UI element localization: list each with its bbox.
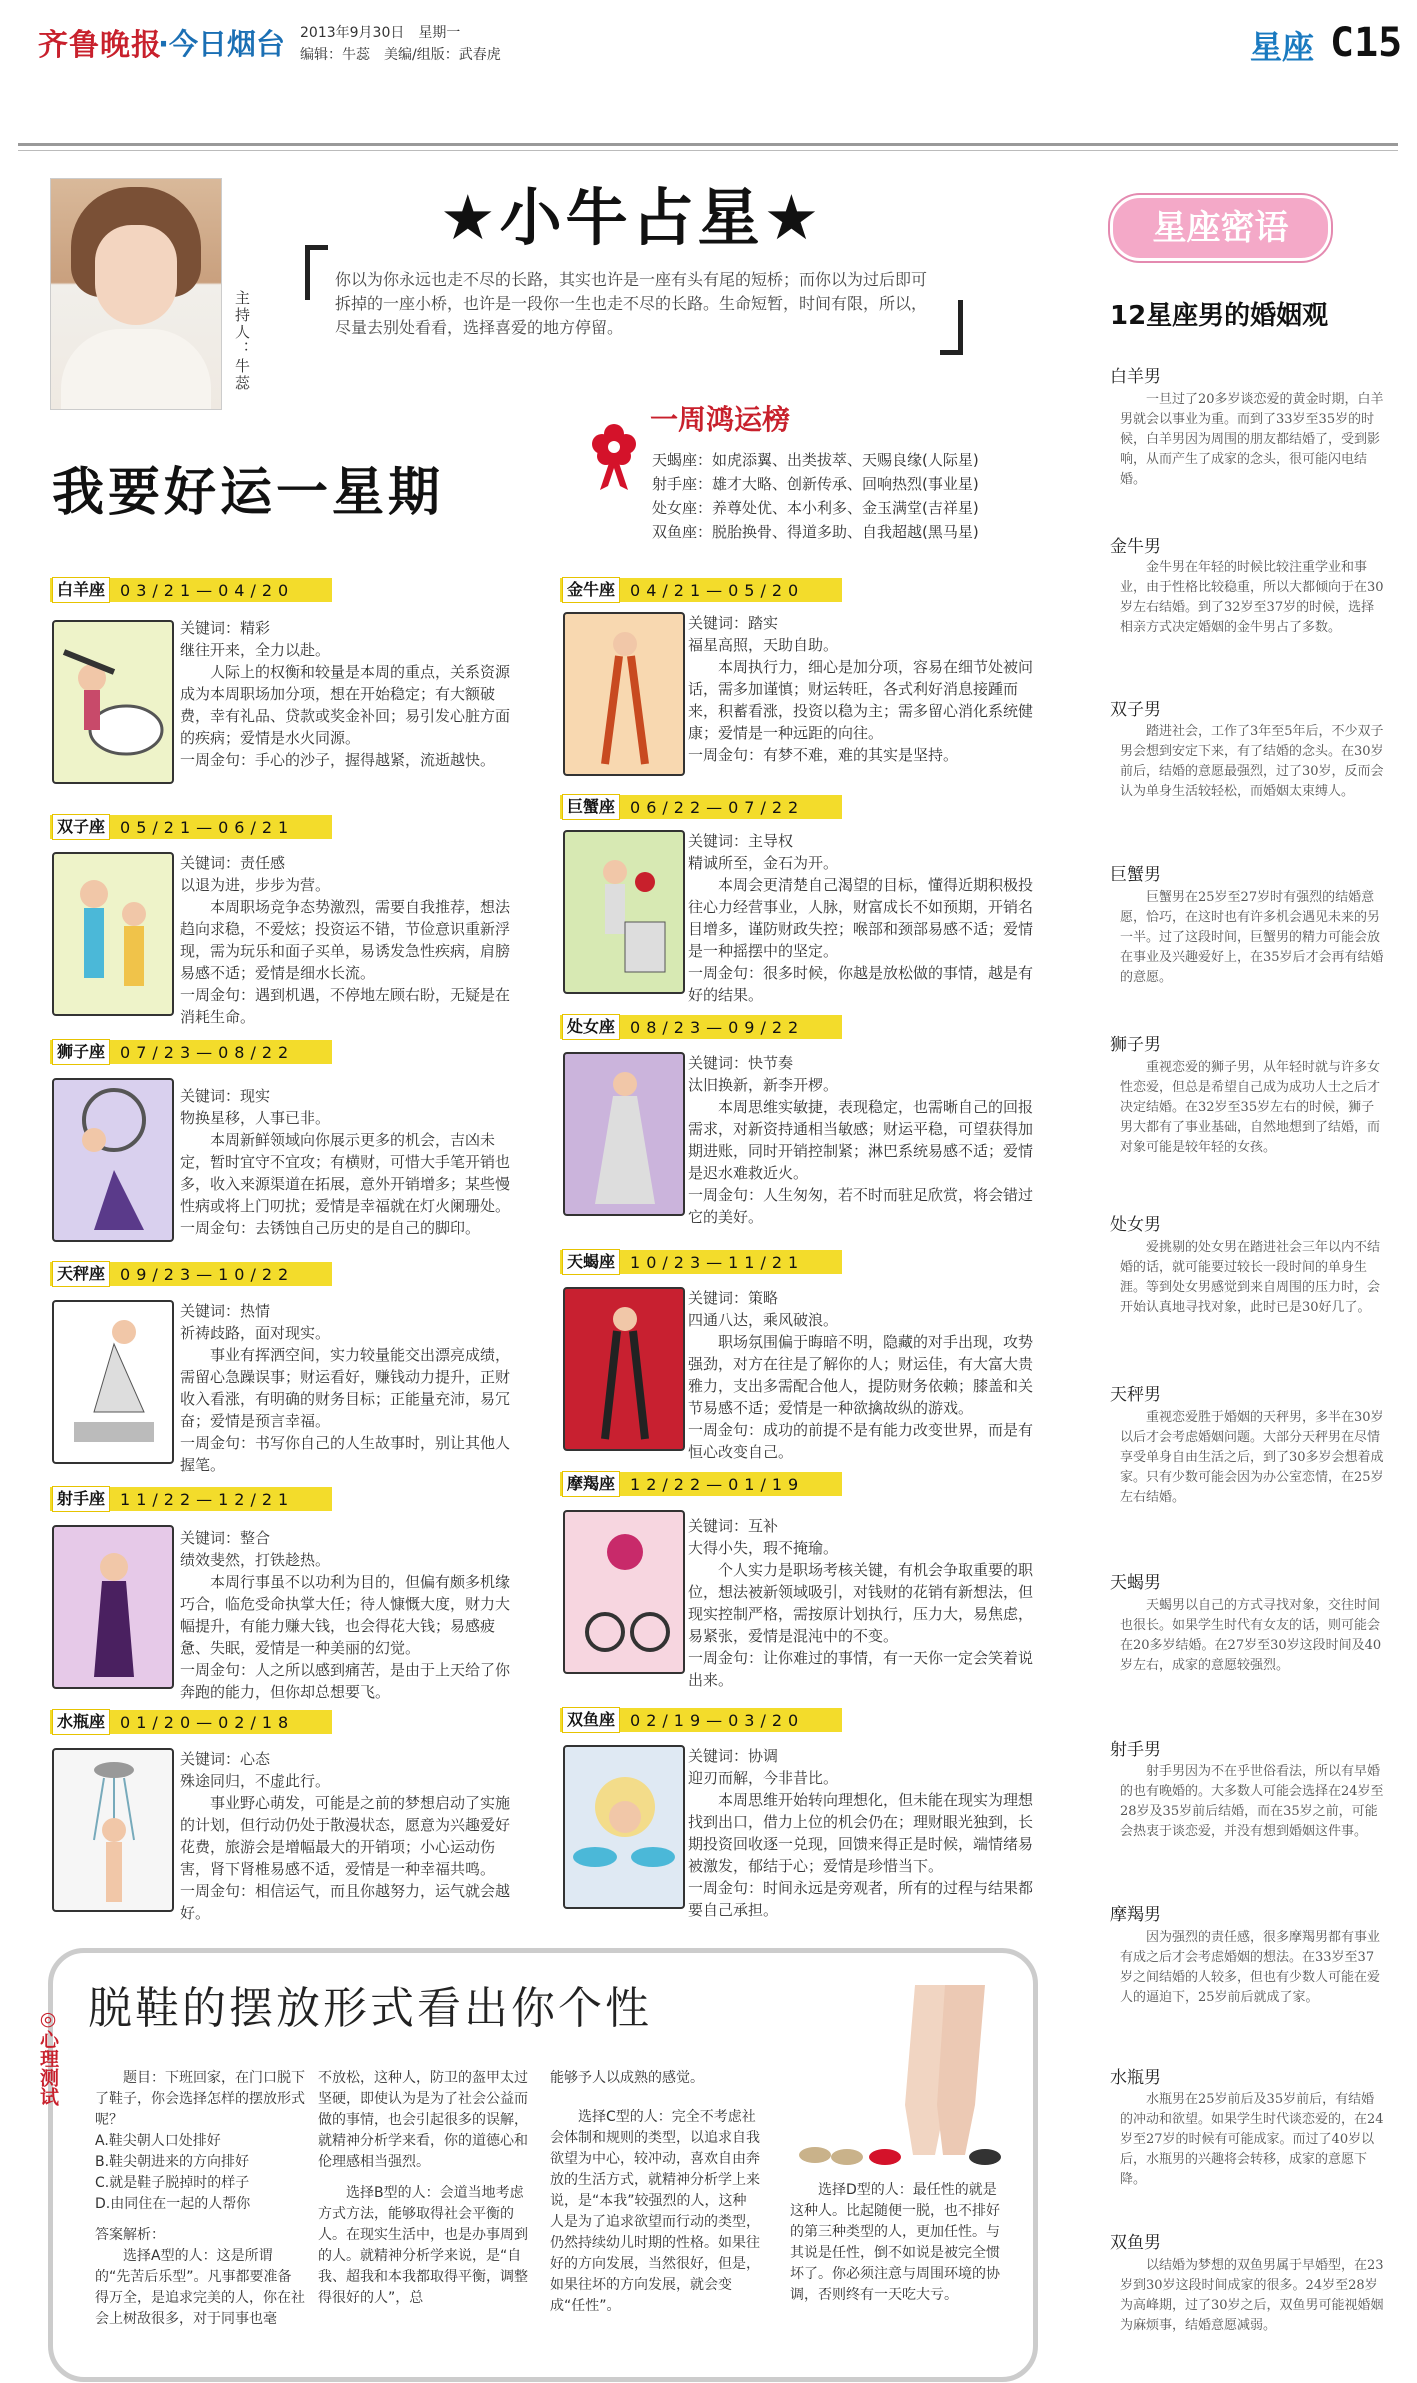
sign-date: 02/19—03/20 (630, 1710, 805, 1730)
sign-quote: 一周金句：相信运气，而且你越努力，运气就会越好。 (180, 1882, 511, 1922)
sign-body: 事业野心萌发，可能是之前的梦想启动了实施的计划，但行动仍处于散漫状态，愿意为兴趣爱好花费，旅游会是增幅最大的开销项；小心运动伤害，肾下肾椎易感不适，爱情是一种幸福共鸣。 (180, 1794, 511, 1878)
sign-keyword: 关键词：互补 (688, 1517, 779, 1535)
psych-answer-d: 选择D型的人：最任性的就是这种人。比起随便一脱，也不排好的第三种类型的人，更加任性。与其说是任性，倒不如说是被完全惯坏了。你必须注意与周围环境的协调，否则终有一天吃大亏。 (790, 2182, 1000, 2303)
sign-lead: 继往开来，全力以赴。 (180, 641, 331, 659)
psych-answer-a-cont: 不放松，这种人，防卫的盔甲太过坚硬，即使认为是为了社会公益而做的事情，也会引起很多的误解，就精神分析学来看，你的道德心和伦理感相当强烈。 (318, 2070, 528, 2170)
header-rule-thin (18, 150, 1398, 151)
zodiac-male-name: 天蝎男 (1110, 1573, 1161, 1593)
taurus-text (688, 612, 1033, 766)
psych-answer-b-cont: 能够予人以成熟的感觉。 (550, 2070, 704, 2086)
luck-item: 双鱼座：脱胎换骨、得道多助、自我超越(黑马星) (652, 523, 979, 541)
zodiac-male-name: 处女男 (1110, 1215, 1161, 1235)
sign-body: 人际上的权衡和较量是本周的重点，关系资源成为本周职场加分项，想在开始稳定；有大额破费，幸有礼品、贷款或奖金补回；易引发心脏方面的疾病；爱情是水火同源。 (180, 663, 511, 747)
sign-lead: 精诚所至，金石为开。 (688, 854, 839, 872)
sign-bar-scorpio (560, 1250, 842, 1274)
sign-lead: 以退为进，步步为营。 (180, 876, 331, 894)
sign-name: 金牛座 (562, 577, 620, 603)
zodiac-male-text: 水瓶男在25岁前后及35岁前后，有结婚的冲动和欲望。如果学生时代谈恋爱的，在24岁至27岁的时候有可能成家。而过了40岁以后，水瓶男的兴趣将会转移，成家的意愿下降。 (1120, 2092, 1384, 2187)
sign-body: 个人实力是职场考核关键，有机会争取重要的职位，想法被新领域吸引，对钱财的花销有新想法，但现实控制严格，需按原计划执行，压力大，易焦虑，易紧张，爱情是混沌中的不变。 (688, 1561, 1034, 1645)
photo-face (95, 225, 177, 325)
sign-keyword: 关键词：主导权 (688, 832, 794, 850)
sign-date: 06/22—07/22 (630, 797, 805, 817)
psych-answer-b: 选择B型的人：会道当地考虑方式方法，能够取得社会平衡的人。在现实生活中，也是办事周到的人。就精神分析学来说，是“自我、超我和本我都取得平衡，调整得很好的人”，总 (318, 2185, 528, 2306)
sign-body: 职场氛围偏于晦暗不明，隐藏的对手出现，攻势强劲，对方在往是了解你的人；财运佳，有大富大贵雅力，支出多需配合他人，提防财务依赖；膝盖和关节易感不适；爱情是一种欲擒故纵的游戏。 (688, 1333, 1034, 1417)
photo-body (61, 329, 211, 410)
sign-date: 05/21—06/21 (120, 817, 295, 837)
sign-body: 本周思维开始转向理想化，但未能在现实为理想找到出口，借力上位的机会仍在；理财眼光独到，长期投资回收逐一兑现，回馈来得正是时候，端情绪易被激发，郁结于心；爱情是珍惜当下。 (688, 1791, 1034, 1875)
scorpio-illustration (563, 1287, 685, 1451)
zodiac-male-name: 水瓶男 (1110, 2068, 1161, 2088)
sign-date: 01/20—02/18 (120, 1712, 295, 1732)
sign-bar-aquarius (50, 1710, 332, 1734)
sign-quote: 一周金句：有梦不难，难的其实是坚持。 (688, 746, 959, 764)
sign-date: 07/23—08/22 (120, 1042, 295, 1062)
quote-bracket-left (305, 245, 328, 300)
luck-ranking-list (652, 448, 979, 544)
newspaper-logo: 齐鲁晚报 (38, 28, 162, 63)
sign-body: 本周新鲜领域向你展示更多的机会，吉凶未定，暂时宜守不宜攻；有横财，可惜大手笔开销也多，收入来源渠道在拓展，意外开销增多；某些慢性病或将上门叨扰；爱情是幸福就在灯火阑珊处。 (180, 1131, 511, 1215)
edition-name: ·今日烟台 (158, 27, 286, 61)
sign-date: 03/21—04/20 (120, 580, 295, 600)
zodiac-male-name: 摩羯男 (1110, 1905, 1161, 1925)
leo-illustration (52, 1078, 174, 1242)
zodiac-male-text: 以结婚为梦想的双鱼男属于早婚型，在23岁到30岁这段时间成家的很多。24岁至28岁为高峰期，过了30岁之后，双鱼男可能视婚姻为麻烦事，结婚意愿减弱。 (1120, 2258, 1384, 2333)
sign-name: 巨蟹座 (562, 794, 620, 820)
luck-item: 天蝎座：如虎添翼、出类拔萃、天赐良缘(人际星) (652, 451, 979, 469)
sign-bar-gemini (50, 815, 332, 839)
aries-text (180, 617, 520, 771)
zodiac-male-text: 巨蟹男在25岁至27岁时有强烈的结婚意愿，恰巧，在这时也有许多机会遇见未来的另一半。过了这段时间，巨蟹男的精力可能会放在事业及兴趣爱好上，在35岁后才会再有结婚的意愿。 (1120, 890, 1384, 985)
psych-option: B.鞋尖朝进来的方向排好 (95, 2154, 250, 2170)
sign-quote: 一周金句：时间永远是旁观者，所有的过程与结果都要自己承担。 (688, 1879, 1034, 1919)
zodiac-male-text: 爱挑剔的处女男在踏进社会三年以内不结婚的话，就可能要过较长一段时间的单身生涯。等到处女男感觉到来自周围的压力时，会开始认真地寻找对象，此时已是30好几了。 (1120, 1240, 1381, 1315)
psych-col-2 (318, 2068, 528, 2309)
sign-quote: 一周金句：遇到机遇，不停地左顾右盼，无疑是在消耗生命。 (180, 986, 511, 1026)
sidebar-badge: 星座密语 (1110, 195, 1331, 261)
aries-illustration (52, 620, 174, 784)
psych-option: A.鞋尖朝人口处排好 (95, 2133, 221, 2149)
psych-col-3 (550, 2068, 760, 2317)
sign-quote: 一周金句：人之所以感到痛苦，是由于上天给了你奔跑的能力，但你却总想要飞。 (180, 1661, 511, 1701)
zodiac-male-name: 天秤男 (1110, 1385, 1161, 1405)
libra-text (180, 1300, 520, 1476)
sign-bar-aries (50, 578, 332, 602)
sign-name: 摩羯座 (562, 1471, 620, 1497)
sign-lead: 物换星移，人事已非。 (180, 1109, 331, 1127)
sign-keyword: 关键词：现实 (180, 1087, 271, 1105)
sign-keyword: 关键词：精彩 (180, 619, 271, 637)
psych-test-tag: ◎心理测试 (37, 2008, 59, 2106)
sign-keyword: 关键词：热情 (180, 1302, 271, 1320)
feature-title: ★小牛占星★ (440, 181, 824, 254)
psych-option: D.由同住在一起的人帮你 (95, 2196, 251, 2212)
virgo-text (688, 1052, 1033, 1228)
host-photo (50, 178, 222, 410)
aquarius-illustration (52, 1748, 174, 1912)
host-credit: 主持人：牛蕊 (233, 290, 251, 392)
sign-quote: 一周金句：人生匆匆，若不时而驻足欣赏，将会错过它的美好。 (688, 1186, 1034, 1226)
gemini-text (180, 852, 520, 1028)
zodiac-male-name: 双鱼男 (1110, 2233, 1161, 2253)
sign-bar-virgo (560, 1015, 842, 1039)
sign-body: 本周会更清楚自己渴望的目标，懂得近期积极投往心力经营事业，人脉，财富成长不如预期，开销名目增多，谨防财政失控；喉部和颈部易感不适；爱情是一种摇摆中的坚定。 (688, 876, 1034, 960)
sign-date: 08/23—09/22 (630, 1017, 805, 1037)
sign-name: 处女座 (562, 1014, 620, 1040)
aquarius-text (180, 1748, 520, 1924)
sign-keyword: 关键词：快节奏 (688, 1054, 794, 1072)
virgo-illustration (563, 1052, 685, 1216)
sign-body: 本周行事虽不以功利为目的，但偏有颇多机缘巧合，临危受命执掌大任；待人慷慨大度，财力大幅提升，有能力赚大钱，也会得花大钱；易感疲惫、失眠，爱情是一种美丽的幻觉。 (180, 1573, 511, 1657)
psych-option: C.就是鞋子脱掉时的样子 (95, 2175, 250, 2191)
sign-body: 本周执行力，细心是加分项，容易在细节处被问话，需多加谨慎；财运转旺，各式利好消息接踵而来，积蓄看涨，投资以稳为主；需多留心消化系统健康；爱情是一种远距的向往。 (688, 658, 1034, 742)
sign-name: 射手座 (52, 1486, 110, 1512)
sign-bar-capricorn (560, 1472, 842, 1496)
scorpio-text (688, 1287, 1033, 1463)
pisces-text (688, 1745, 1033, 1921)
zodiac-male-text: 射手男因为不在乎世俗看法，所以有早婚的也有晚婚的。大多数人可能会选择在24岁至28岁及35岁前后结婚，而在35岁之前，可能会热衷于谈恋爱，并没有想到婚姻这件事。 (1120, 1764, 1384, 1839)
sign-keyword: 关键词：策略 (688, 1289, 779, 1307)
sagittarius-text (180, 1527, 520, 1703)
sidebar-headline: 12星座男的婚姻观 (1110, 301, 1329, 331)
zodiac-male-name: 射手男 (1110, 1740, 1161, 1760)
sign-bar-taurus (560, 578, 842, 602)
sign-lead: 殊途同归，不虚此行。 (180, 1772, 331, 1790)
sign-bar-leo (50, 1040, 332, 1064)
sign-lead: 绩效斐然，打铁趁热。 (180, 1551, 331, 1569)
sign-bar-pisces (560, 1708, 842, 1732)
sign-lead: 福星高照，天助自助。 (688, 636, 839, 654)
sign-name: 狮子座 (52, 1039, 110, 1065)
cancer-text (688, 830, 1033, 1006)
sign-bar-sagittarius (50, 1487, 332, 1511)
editors: 编辑：牛蕊 美编/组版：武春虎 (300, 47, 501, 63)
sign-keyword: 关键词：整合 (180, 1529, 271, 1547)
shoes-illustration (795, 1985, 1015, 2175)
zodiac-male-name: 巨蟹男 (1110, 865, 1161, 885)
sign-name: 白羊座 (52, 577, 110, 603)
issue-date: 2013年9月30日 星期一 (300, 25, 461, 41)
page-number: C15 (1330, 20, 1403, 66)
sign-body: 本周思维实敏捷，表现稳定，也需晰自己的回报需求，对新资持通相当敏感；财运平稳，可望获得加期进账，同时开销控制紧；淋巴系统易感不适；爱情是迟水难救近火。 (688, 1098, 1034, 1182)
psych-answer-head: 答案解析： (95, 2227, 165, 2243)
gemini-illustration (52, 852, 174, 1016)
sign-name: 双鱼座 (562, 1707, 620, 1733)
zodiac-male-text: 重视恋爱胜于婚姻的天秤男，多半在30岁以后才会考虑婚姻问题。大部分天秤男在尽情享受单身自由生活之后，到了30多岁会想着成家。只有少数可能会因为办公室恋情，在25岁左右结婚。 (1120, 1410, 1384, 1505)
sign-date: 12/22—01/19 (630, 1474, 805, 1494)
sign-keyword: 关键词：协调 (688, 1747, 779, 1765)
libra-illustration (52, 1300, 174, 1464)
sign-lead: 四通八达，乘风破浪。 (688, 1311, 839, 1329)
sign-quote: 一周金句：去锈蚀自己历史的是自己的脚印。 (180, 1219, 481, 1237)
sign-name: 天蝎座 (562, 1249, 620, 1275)
sign-lead: 祈祷歧路，面对现实。 (180, 1324, 331, 1342)
sign-keyword: 关键词：踏实 (688, 614, 779, 632)
sign-lead: 迎刃而解，今非昔比。 (688, 1769, 839, 1787)
psych-col-4 (790, 2180, 1010, 2306)
sagittarius-illustration (52, 1525, 174, 1689)
sign-body: 本周职场竞争态势激烈，需要自我推荐，想法趋向求稳，不爱炫；投资运不错，节俭意识重新浮现，需为玩乐和面子买单，易诱发急性疾病，肩膀易感不适；爱情是细水长流。 (180, 898, 511, 982)
ribbon-flower-icon (588, 420, 640, 492)
sign-keyword: 关键词：责任感 (180, 854, 286, 872)
sign-date: 10/23—11/21 (630, 1252, 805, 1272)
sign-lead: 大得小失，瑕不掩瑜。 (688, 1539, 839, 1557)
leo-text (180, 1085, 520, 1239)
luck-item: 射手座：雄才大略、创新传承、回响热烈(事业星) (652, 475, 979, 493)
issue-meta (300, 22, 501, 66)
sign-name: 水瓶座 (52, 1709, 110, 1735)
zodiac-male-text: 重视恋爱的狮子男，从年轻时就与许多女性恋爱，但总是希望自己成为成功人士之后才决定结婚。在32岁至35岁左右的时候，狮子男大都有了事业基础，自然地想到了结婚，而对象可能是较年轻的女孩。 (1120, 1060, 1381, 1155)
pisces-illustration (563, 1745, 685, 1909)
psych-col-1 (95, 2068, 305, 2330)
sign-quote: 一周金句：书写你自己的人生故事时，别让其他人握笔。 (180, 1434, 511, 1474)
sign-keyword: 关键词：心态 (180, 1750, 271, 1768)
zodiac-male-name: 白羊男 (1110, 367, 1161, 387)
zodiac-male-text: 金牛男在年轻的时候比较注重学业和事业，由于性格比较稳重，所以大都倾向于在30岁左右结婚。到了32岁至37岁的时候，选择相亲方式决定婚姻的金牛男占了多数。 (1120, 560, 1384, 635)
sign-quote: 一周金句：成功的前提不是有能力改变世界，而是有恒心改变自己。 (688, 1421, 1034, 1461)
zodiac-male-text: 天蝎男以自己的方式寻找对象，交往时间也很长。如果学生时代有女友的话，则可能会在20多岁结婚。在27岁至30岁这段时间及40岁左右，成家的意愿较强烈。 (1120, 1598, 1382, 1673)
sign-lead: 汰旧换新，新李开椤。 (688, 1076, 839, 1094)
psych-test-title: 脱鞋的摆放形式看出你个性 (88, 1983, 652, 2034)
capricorn-text (688, 1515, 1033, 1691)
luck-ranking-title: 一周鸿运榜 (650, 403, 791, 436)
cancer-illustration (563, 830, 685, 994)
zodiac-male-text: 因为强烈的责任感，很多摩羯男都有事业有成之后才会考虑婚姻的想法。在33岁至37岁之间结婚的人较多，但也有少数人可能在爱人的逼迫下，25岁前后就成了家。 (1120, 1930, 1381, 2005)
luck-item: 处女座：养尊处优、本小利多、金玉满堂(吉祥星) (652, 499, 979, 517)
sign-quote: 一周金句：很多时候，你越是放松做的事情，越是有好的结果。 (688, 964, 1034, 1004)
capricorn-illustration (563, 1510, 685, 1674)
sign-date: 11/22—12/21 (120, 1489, 295, 1509)
zodiac-male-name: 金牛男 (1110, 537, 1161, 557)
quote-bracket-right (940, 300, 963, 355)
sign-date: 04/21—05/20 (630, 580, 805, 600)
taurus-illustration (563, 612, 685, 776)
sign-date: 09/23—10/22 (120, 1264, 295, 1284)
main-headline: 我要好运一星期 (52, 463, 445, 523)
sign-bar-cancer (560, 795, 842, 819)
sign-bar-libra (50, 1262, 332, 1286)
header-rule (18, 143, 1398, 146)
sign-body: 事业有挥洒空间，实力较量能交出漂亮成绩，需留心急躁误事；财运看好，赚钱动力提升，正财收入看涨，有明确的财务目标；正能量充沛，易冗奋；爱情是预言幸福。 (180, 1346, 511, 1430)
section-name: 星座 (1250, 28, 1315, 66)
sign-name: 天秤座 (52, 1261, 110, 1287)
intro-quote: 你以为你永远也走不尽的长路，其实也许是一座有头有尾的短桥；而你以为过后即可拆掉的一座小桥，也许是一段你一生也走不尽的长路。生命短暂，时间有限，所以，尽量去别处看看，选择喜爱的地方停留。 (335, 270, 928, 337)
zodiac-male-text: 一旦过了20多岁谈恋爱的黄金时期，白羊男就会以事业为重。而到了33岁至35岁的时候，白羊男因为周围的朋友都结婚了，受到影响，从而产生了成家的念头，很可能闪电结婚。 (1120, 392, 1384, 487)
sign-quote: 一周金句：让你难过的事情，有一天你一定会笑着说出来。 (688, 1649, 1034, 1689)
psych-question: 题目：下班回家，在门口脱下了鞋子，你会选择怎样的摆放形式呢？ (95, 2070, 305, 2128)
psych-answer-c: 选择C型的人：完全不考虑社会体制和规则的类型，以追求自我欲望为中心，较冲动，喜欢自由奔放的生活方式，就精神分析学上来说，是“本我”较强烈的人，这种人是为了追求欲望而行动的类型，仍然持续幼儿时期的性格。如果往好的方向发展，当然很好，但是，如果往坏的方向发展，就会变成“任性”。 (550, 2109, 760, 2314)
sign-quote: 一周金句：手心的沙子，握得越紧，流逝越快。 (180, 751, 496, 769)
zodiac-male-text: 踏进社会，工作了3年至5年后，不少双子男会想到安定下来，有了结婚的念头。在30岁前后，结婚的意愿最强烈，过了30岁，反而会认为单身生活较轻松，而婚姻太束缚人。 (1120, 724, 1384, 799)
psych-answer-a: 选择A型的人：这是所谓的“先苦后乐型”。凡事都要准备得万全，是追求完美的人，你在社会上树敌很多，对于同事也毫 (95, 2248, 305, 2327)
sign-name: 双子座 (52, 814, 110, 840)
zodiac-male-name: 狮子男 (1110, 1035, 1161, 1055)
zodiac-male-name: 双子男 (1110, 700, 1161, 720)
